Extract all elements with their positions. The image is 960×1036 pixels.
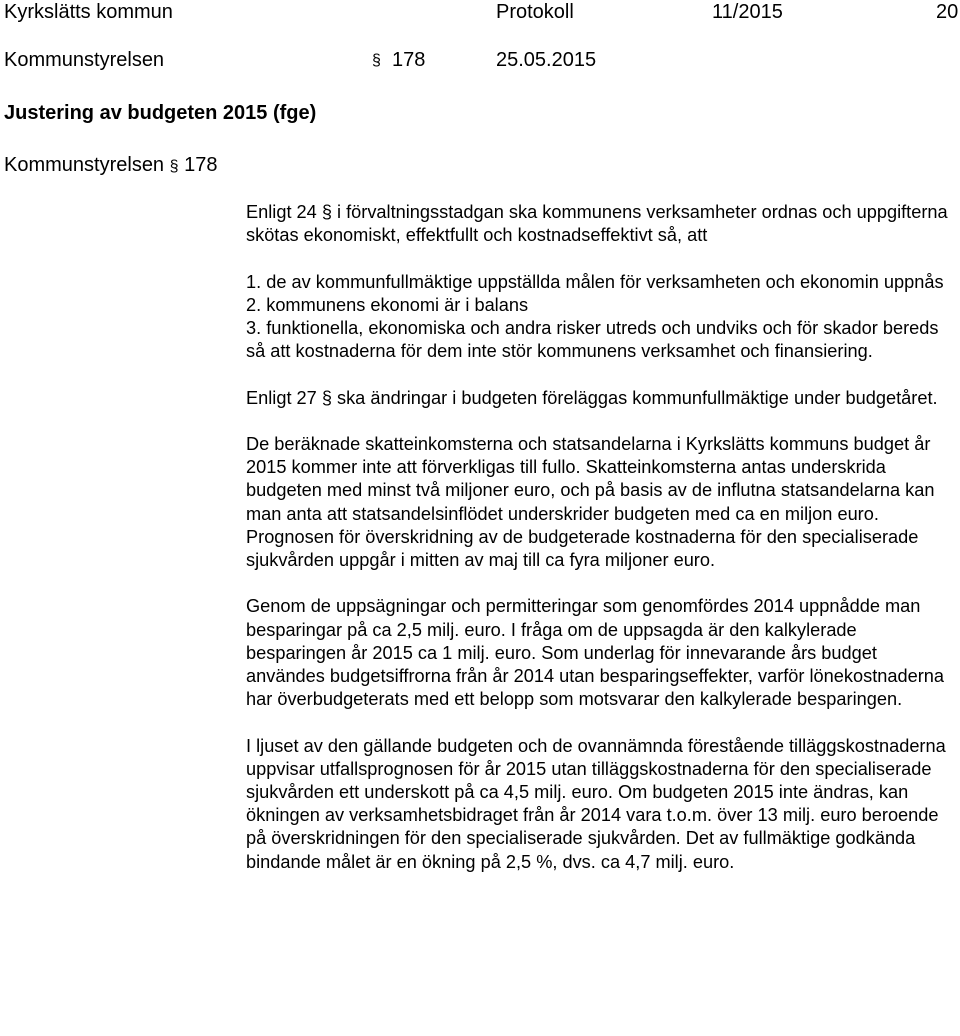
- header-doc-type: Protokoll: [496, 1, 574, 23]
- header-date: 25.05.2015: [496, 49, 597, 71]
- header-section-sign: §: [372, 52, 381, 69]
- list-item-1: 1. de av kommunfullmäktige uppställda målen för verksamheten och ekonomin uppnås: [246, 271, 944, 292]
- header-body-name: Kommunstyrelsen: [4, 49, 165, 71]
- document-body: [246, 201, 958, 874]
- paragraph-budget-changes: Enligt 27 § ska ändringar i budgeten föreläggas kommunfullmäktige under budgetåret.: [246, 387, 938, 408]
- paragraph-tax-income: De beräknade skatteinkomsterna och statsandelarna i Kyrkslätts kommuns budget år 2015 kommer inte att förverkligas till fullo. Skatteinkomsterna antas underskrida budgeten med minst två miljoner euro, och på basis av de influtna statsandelarna kan man anta att statsandelsinflödet underskrider budgeten med ca en miljon euro. Prognosen för överskridning av de budgeterade kostnaderna för den specialiserade sjukvården uppgår i mitten av maj till ca fyra miljoner euro.: [246, 433, 935, 570]
- meeting-reference: [4, 154, 217, 177]
- list-item-2: 2. kommunens ekonomi är i balans: [246, 294, 529, 315]
- header-page-number: 20: [936, 1, 959, 23]
- paragraph-forecast: I ljuset av den gällande budgeten och de ovannämnda förestående tilläggskostnaderna uppvisar utfallsprognosen för år 2015 utan tilläggskostnaderna för den specialiserade sjukvården ett underskott på ca 4,5 milj. euro. Om budgeten 2015 inte ändras, kan ökningen av verksamhetsbidraget från år 2014 vara t.o.m. över 13 milj. euro beroende på överskridningen för den specialiserade sjukvården. Det av fullmäktige godkända bindande målet är en ökning på 2,5 %, dvs. ca 4,7 milj. euro.: [246, 735, 946, 872]
- paragraph-savings: Genom de uppsägningar och permitteringar som genomfördes 2014 uppnådde man besparingar på ca 2,5 milj. euro. I fråga om de uppsagda är den kalkylerade besparingen år 2015 ca 1 milj. euro. Som underlag för innevarande års budget användes budgetsiffrorna från år 2014 utan besparingseffekter, varför lönekostnaderna har överbudgeterats med ett belopp som motsvarar den kalkylerade besparingen.: [246, 596, 944, 710]
- header-org: Kyrkslätts kommun: [4, 1, 173, 23]
- list-item-3: 3. funktionella, ekonomiska och andra risker utreds och undviks och för skador bereds så att kostnaderna för dem inte stör kommunens verksamhet och finansiering.: [246, 318, 939, 362]
- header-section-number: 178: [392, 49, 426, 71]
- intro-paragraph: Enligt 24 § i förvaltningsstadgan ska kommunens verksamheter ordnas och uppgifterna skötas ekonomiskt, effektfullt och kostnadseffektivt så, att: [246, 202, 948, 246]
- meeting-body: Kommunstyrelsen: [4, 154, 165, 176]
- meeting-section-sign: §: [169, 158, 179, 175]
- header-doc-number: 11/2015: [712, 1, 783, 23]
- document-title: Justering av budgeten 2015 (fge): [4, 102, 317, 124]
- meeting-section-number: 178: [184, 154, 218, 176]
